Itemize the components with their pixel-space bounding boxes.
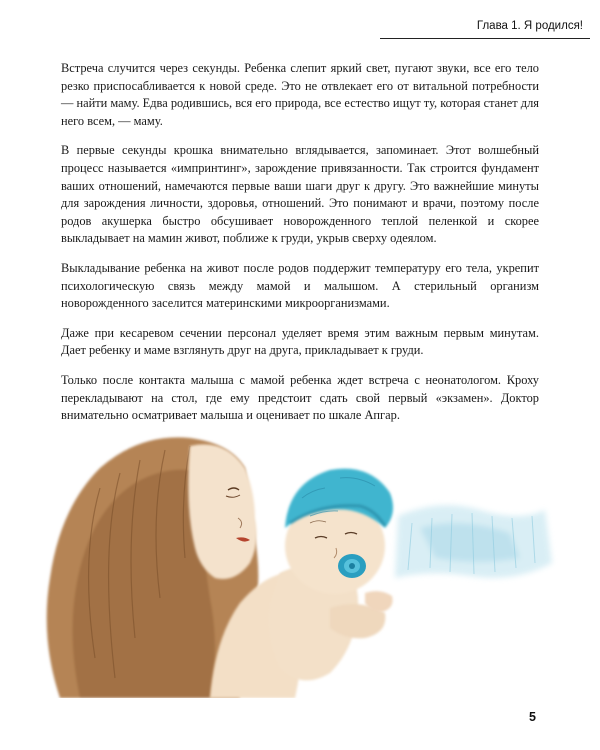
pacifier <box>338 554 366 578</box>
header-rule <box>380 38 590 39</box>
paragraph-2: В первые секунды крошка внимательно вглядывается, запоминает. Этот волшебный процесс называется «импринтинг», зарождение привязанности. Так строится фундамент ваших отношений, намечаются первые ваши шаги друг к другу. Это важнейшие минуты для зарождения личности, здоровья, отношений. Это понимают и врачи, поэтому после родов акушерка быстро обсушивает новорожденного теплой пеленкой и скорее выкладывает на мамин живот, поближе к груди, укрыв сверху одеялом. <box>61 143 539 246</box>
page-number: 5 <box>529 710 536 724</box>
mother-baby-illustration <box>40 398 600 698</box>
paragraph-5: Только после контакта малыша с мамой ребенка ждет встреча с неонатологом. Кроху перекладывают на стол, где ему предстоит сдать свой первый «экзамен». Доктор внимательно осматривает малыша и оценивает по шкале Апгар. <box>61 372 539 423</box>
paragraph-3: Выкладывание ребенка на живот после родов поддержит температуру его тела, укрепит психологическую связь между мамой и малышом. А стерильный организм новорожденного заселится материнскими микроорганизмами. <box>61 260 539 311</box>
paragraph-1: Встреча случится через секунды. Ребенка слепит яркий свет, пугают звуки, все его тело резко приспосабливается к новой среде. Это не отвлекает его от витальной потребности — найти маму. Едва родившись, вся его природа, все естество ищут ту, которая станет для него всем, — маму. <box>61 61 539 128</box>
paragraph-4: Даже при кесаревом сечении персонал уделяет время этим важным первым минутам. Дает ребенку и маме взглянуть друг на друга, прикладывает к груди. <box>61 325 539 358</box>
chapter-header: Глава 1. Я родился! <box>476 20 583 32</box>
main-text <box>61 60 539 437</box>
